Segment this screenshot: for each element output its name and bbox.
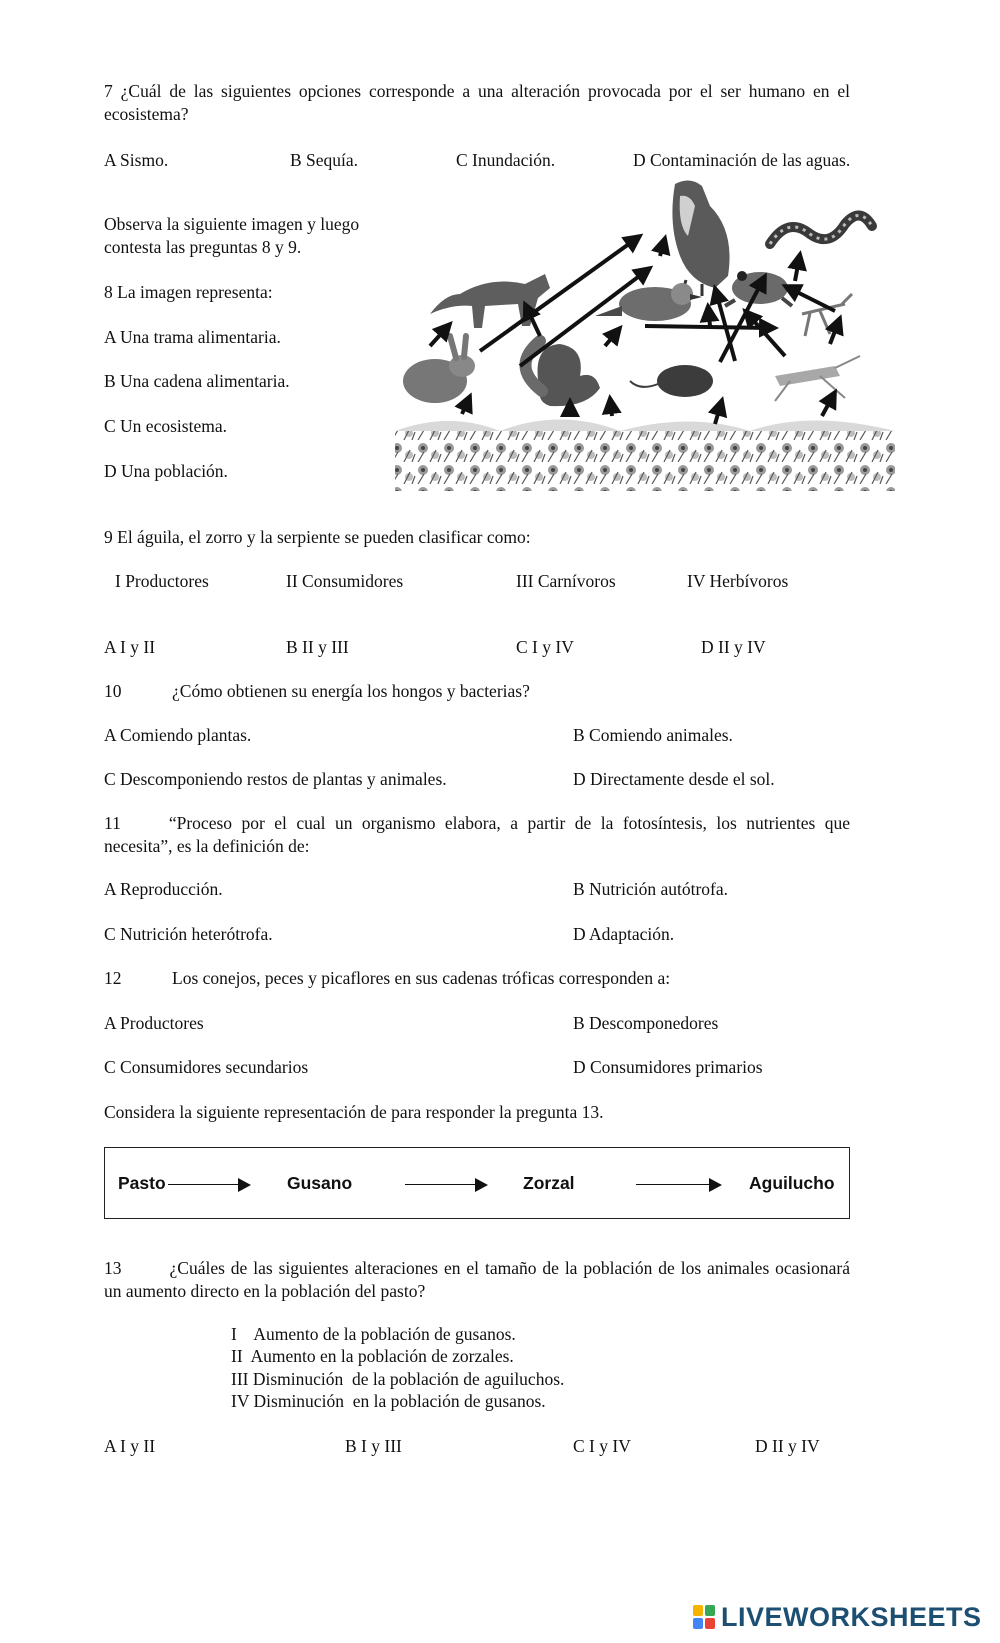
q13-option-c[interactable]: C I y IV <box>573 1436 631 1456</box>
chain-item-zorzal: Zorzal <box>523 1173 575 1193</box>
q10-option-b[interactable]: B Comiendo animales. <box>573 725 733 745</box>
snake-image <box>770 215 872 244</box>
q11-option-b[interactable]: B Nutrición autótrofa. <box>573 879 729 899</box>
plants-producers <box>395 420 895 492</box>
mouse-image <box>630 365 713 397</box>
q9-option-c[interactable]: C I y IV <box>516 637 574 657</box>
q10-option-d[interactable]: D Directamente desde el sol. <box>573 769 775 789</box>
q8-option-c[interactable]: C Un ecosistema. <box>104 416 227 436</box>
q9-item-1: I Productores <box>115 571 209 591</box>
q9-option-a[interactable]: A I y II <box>104 637 156 657</box>
q13-item-4: IV Disminución en la población de gusanos. <box>231 1391 546 1411</box>
eagle-image <box>672 180 729 296</box>
q10-option-a[interactable]: A Comiendo plantas. <box>104 725 252 745</box>
question-11-text: 11 “Proceso por el cual un organismo elabora, a partir de la fotosíntesis, los nutrientes que necesita”, es la definición de: <box>104 813 850 856</box>
chain-instructions: Considera la siguiente representación de para responder la pregunta 13. <box>104 1102 604 1122</box>
chain-item-pasto: Pasto <box>118 1173 166 1193</box>
q7-option-d[interactable]: D Contaminación de las aguas. <box>633 150 851 170</box>
q12-option-a[interactable]: A Productores <box>104 1013 204 1033</box>
question-13-number: 13 <box>104 1258 122 1278</box>
food-web-illustration <box>390 176 910 496</box>
liveworksheets-logo-icon <box>693 1605 717 1631</box>
q11-option-d[interactable]: D Adaptación. <box>573 924 675 944</box>
q7-option-c[interactable]: C Inundación. <box>456 150 556 170</box>
q9-option-b[interactable]: B II y III <box>286 637 349 657</box>
q7-option-a[interactable]: A Sismo. <box>104 150 169 170</box>
q13-item-3: III Disminución de la población de aguiluchos. <box>231 1369 565 1389</box>
liveworksheets-logo <box>693 1603 982 1633</box>
q9-option-d[interactable]: D II y IV <box>701 637 766 657</box>
q13-item-2: II Aumento en la población de zorzales. <box>231 1346 514 1366</box>
q8-option-b[interactable]: B Una cadena alimentaria. <box>104 371 290 391</box>
q8-option-a[interactable]: A Una trama alimentaria. <box>104 327 281 347</box>
q10-option-c[interactable]: C Descomponiendo restos de plantas y animales. <box>104 769 447 789</box>
q7-option-b[interactable]: B Sequía. <box>290 150 359 170</box>
question-12-text: Los conejos, peces y picaflores en sus cadenas tróficas corresponden a: <box>172 968 671 988</box>
rabbit-image <box>403 336 475 403</box>
q9-item-2: II Consumidores <box>286 571 404 591</box>
q11-option-c[interactable]: C Nutrición heterótrofa. <box>104 924 273 944</box>
chain-arrow-line <box>168 1184 240 1185</box>
question-11-number: 11 <box>104 813 121 833</box>
q13-option-b[interactable]: B I y III <box>345 1436 402 1456</box>
question-7-text: 7 ¿Cuál de las siguientes opciones corresponde a una alteración provocada por el ser humano en el ecosistema? <box>104 81 850 124</box>
chain-item-gusano: Gusano <box>287 1173 353 1193</box>
chain-item-aguilucho: Aguilucho <box>749 1173 835 1193</box>
image-instructions: Observa la siguiente imagen y luego contesta las preguntas 8 y 9. <box>104 214 360 257</box>
chain-arrow-icon <box>709 1178 722 1192</box>
q8-option-d[interactable]: D Una población. <box>104 461 228 481</box>
q12-option-d[interactable]: D Consumidores primarios <box>573 1057 763 1077</box>
chain-arrow-icon <box>238 1178 251 1192</box>
chain-arrow-line <box>636 1184 711 1185</box>
q12-option-c[interactable]: C Consumidores secundarios <box>104 1057 309 1077</box>
question-8-text: 8 La imagen representa: <box>104 282 273 302</box>
bird-image <box>595 283 702 321</box>
question-10-text: ¿Cómo obtienen su energía los hongos y bacterias? <box>172 681 530 701</box>
q9-item-4: IV Herbívoros <box>687 571 789 591</box>
chain-arrow-icon <box>475 1178 488 1192</box>
q13-item-1: I Aumento de la población de gusanos. <box>231 1324 516 1344</box>
question-10-number: 10 <box>104 681 122 701</box>
q13-option-d[interactable]: D II y IV <box>755 1436 820 1456</box>
q12-option-b[interactable]: B Descomponedores <box>573 1013 719 1033</box>
question-9-text: 9 El águila, el zorro y la serpiente se pueden clasificar como: <box>104 527 531 547</box>
food-chain-box <box>104 1147 850 1219</box>
q13-option-a[interactable]: A I y II <box>104 1436 156 1456</box>
liveworksheets-brand: LIVEWORKSHEETS <box>721 1602 982 1633</box>
question-13-text: 13 ¿Cuáles de las siguientes alteraciones en el tamaño de la población de los animales ocasionará un aumento directo en la población del pasto? <box>104 1258 850 1301</box>
grasshopper-image <box>775 356 860 401</box>
question-12-number: 12 <box>104 968 122 988</box>
chain-arrow-line <box>405 1184 477 1185</box>
q9-item-3: III Carnívoros <box>516 571 616 591</box>
q11-option-a[interactable]: A Reproducción. <box>104 879 223 899</box>
squirrel-image <box>525 341 600 406</box>
